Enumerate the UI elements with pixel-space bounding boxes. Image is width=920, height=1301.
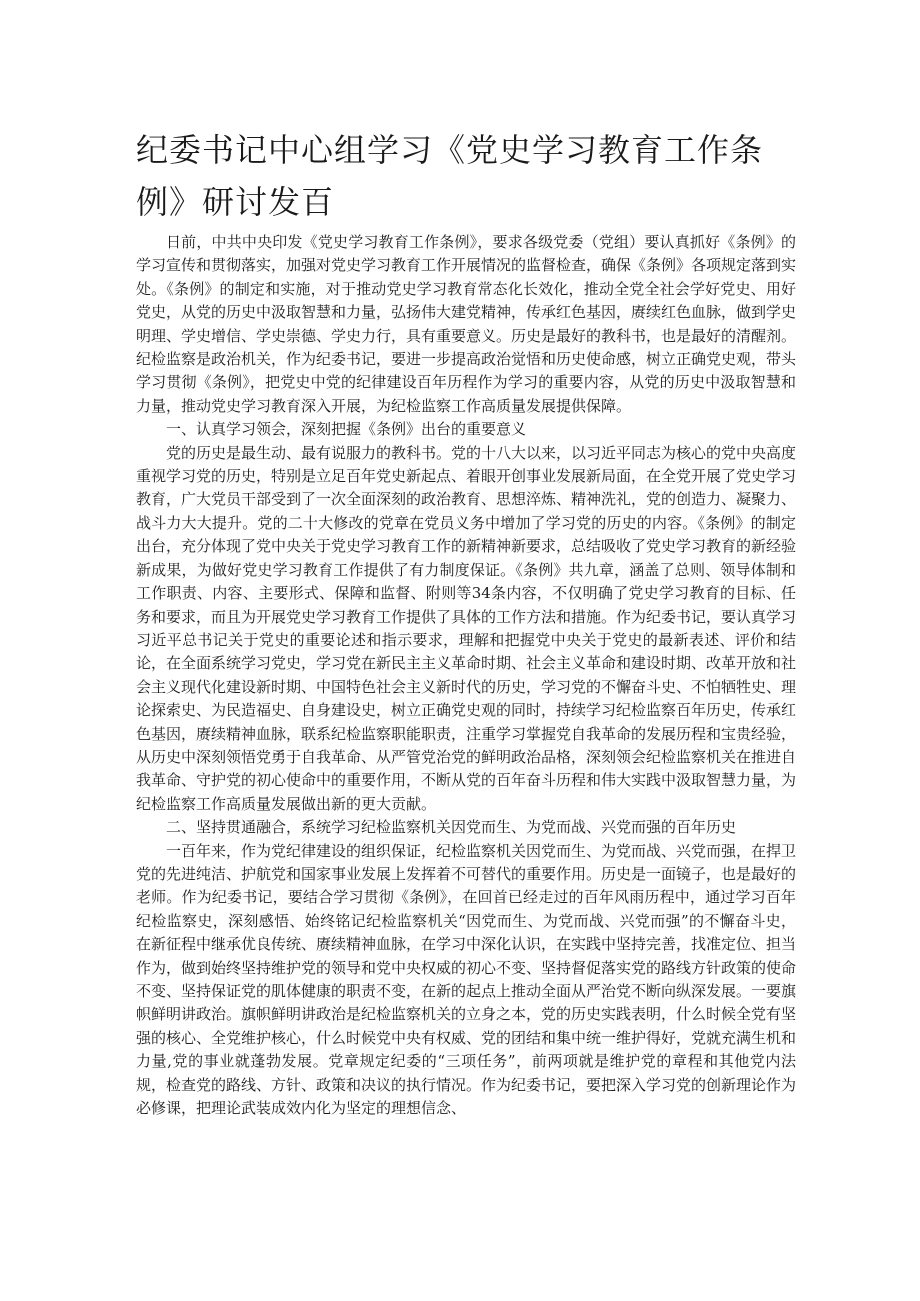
document-body: [136, 231, 796, 1120]
section-1-paragraph: 党的历史是最生动、最有说服力的教科书。党的十八大以来，以习近平同志为核心的党中央高度重视学习党的历史，特别是立足百年党史新起点、着眼开创事业发展新局面，在全党开展了党史学习教育，广大党员干部受到了一次全面深刻的政治教育、思想淬炼、精神洗礼，党的创造力、凝聚力、战斗力大大提升。党的二十大修改的党章在党员义务中增加了学习党的历史的内容。《条例》的制定出台，充分体现了党中央关于党史学习教育工作的新精神新要求，总结吸收了党史学习教育的新经验新成果，为做好党史学习教育工作提供了有力制度保证。《条例》共九章，涵盖了总则、领导体制和工作职责、内容、主要形式、保障和监督、附则等34条内容，不仅明确了党史学习教育的目标、任务和要求，而且为开展党史学习教育工作提供了具体的工作方法和措施。作为纪委书记，要认真学习习近平总书记关于党史的重要论述和指示要求，理解和把握党中央关于党史的最新表述、评价和结论，在全面系统学习党史，学习党在新民主主义革命时期、社会主义革命和建设时期、改革开放和社会主义现代化建设新时期、中国特色社会主义新时代的历史，学习党的不懈奋斗史、不怕牺牲史、理论探索史、为民造福史、自身建设史，树立正确党史观的同时，持续学习纪检监察百年历史，传承红色基因，赓续精神血脉，联系纪检监察职能职责，注重学习掌握党自我革命的发展历程和宝贵经验，从历史中深刻领悟党勇于自我革命、从严管党治党的鲜明政治品格，深刻领会纪检监察机关在推进自我革命、守护党的初心使命中的重要作用，不断从党的百年奋斗历程和伟大实践中汲取智慧力量，为纪检监察工作高质量发展做出新的更大贡献。: [136, 443, 797, 813]
section-2-paragraph: 一百年来，作为党纪律建设的组织保证，纪检监察机关因党而生、为党而战、兴党而强，在捍卫党的先进纯洁、护航党和国家事业发展上发挥着不可替代的重要作用。历史是一面镜子，也是最好的老师。作为纪委书记，要结合学习贯彻《条例》，在回首已经走过的百年风雨历程中，通过学习百年纪检监察史，深刻感悟、始终铭记纪检监察机关“因党而生、为党而战、兴党而强”的不懈奋斗史，在新征程中继承优良传统、赓续精神血脉，在学习中深化认识，在实践中坚持完善，找准定位、担当作为，做到始终坚持维护党的领导和党中央权威的初心不变、坚持督促落实党的路线方针政策的使命不变、坚持保证党的肌体健康的职责不变，在新的起点上推动全面从严治党不断向纵深发展。一要旗帜鲜明讲政治。旗帜鲜明讲政治是纪检监察机关的立身之本，党的历史实践表明，什么时候全党有坚强的核心、全党维护核心，什么时候党中央有权威、党的团结和集中统一维护得好，党就充满生机和力量,党的事业就蓬勃发展。党章规定纪委的“三项任务”，前两项就是维护党的章程和其他党内法规，检查党的路线、方针、政策和决议的执行情况。作为纪委书记，要把深入学习党的创新理论作为必修课，把理论武装成效内化为坚定的理想信念、: [136, 841, 797, 1118]
intro-paragraph: 日前，中共中央印发《党史学习教育工作条例》，要求各级党委（党组）要认真抓好《条例》的学习宣传和贯彻落实，加强对党史学习教育工作开展情况的监督检查，确保《条例》各项规定落到实处。《条例》的制定和实施，对于推动党史学习教育常态化长效化，推动全党全社会学好党史、用好党史，从党的历史中汲取智慧和力量，弘扬伟大建党精神，传承红色基因，赓续红色血脉，做到学史明理、学史增信、学史崇德、学史力行，具有重要意义。历史是最好的教科书，也是最好的清醒剂。纪检监察是政治机关，作为纪委书记，要进一步提高政治觉悟和历史使命感，树立正确党史观，带头学习贯彻《条例》，把党史中党的纪律建设百年历程作为学习的重要内容，从党的历史中汲取智慧和力量，推动党史学习教育深入开展，为纪检监察工作高质量发展提供保障。: [136, 233, 797, 415]
section-heading-1: 一、认真学习领会，深刻把握《条例》出台的重要意义: [166, 420, 527, 439]
section-heading-2: 二、坚持贯通融合，系统学习纪检监察机关因党而生、为党而战、兴党而强的百年历史: [166, 818, 737, 837]
document-title: 纪委书记中心组学习《党史学习教育工作条例》研讨发百: [136, 131, 764, 221]
